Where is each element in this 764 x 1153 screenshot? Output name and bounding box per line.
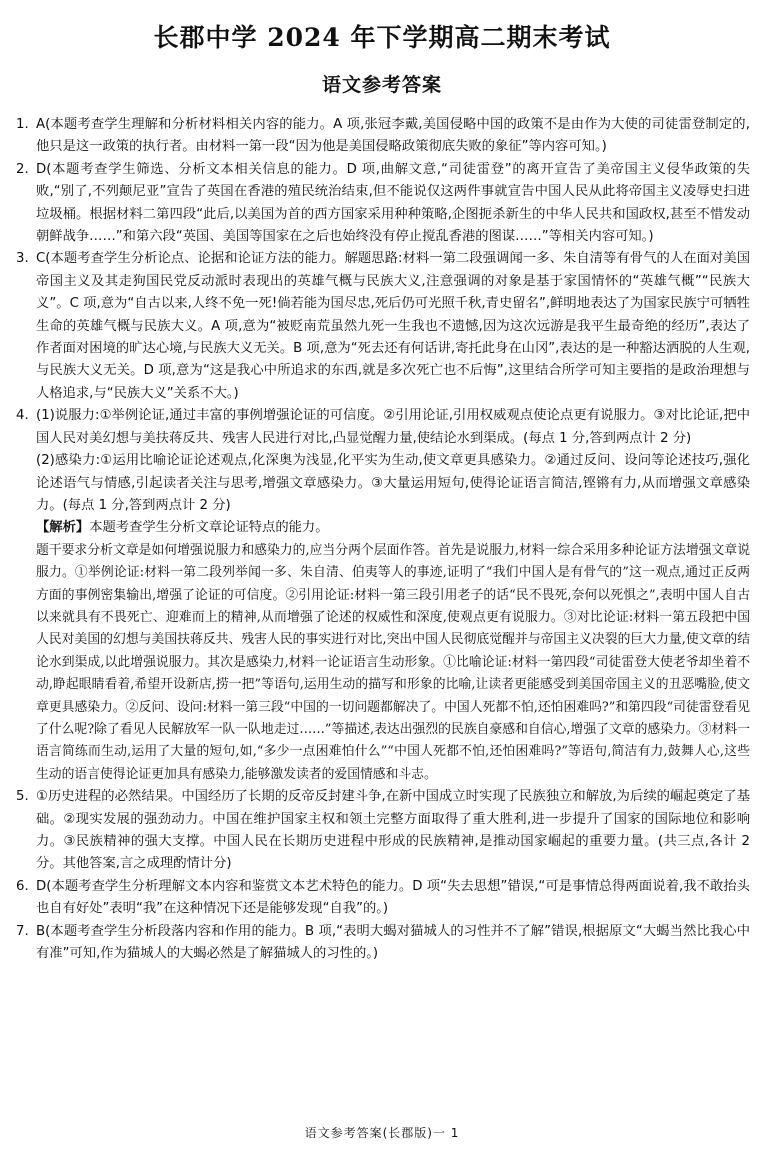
- answer-content: [36, 786, 750, 876]
- answer-item-2: [16, 159, 750, 249]
- question-number: 5.: [16, 789, 29, 805]
- answer-paragraph: A(本题考查学生理解和分析材料相关内容的能力。A 项,张冠李戴,美国侵略中国的政策不是由作为大使的司徒雷登制定的,他只是这一政策的执行者。由材料一第一段“因为他是美国侵略政策彻底失败的象征”等内容可知。): [36, 117, 750, 155]
- analysis-section: [36, 517, 750, 786]
- answer-content: [36, 159, 750, 249]
- page-footer: 语文参考答案(长郡版)一 1: [304, 1126, 460, 1140]
- analysis-text: 题干要求分析文章是如何增强说服力和感染力的,应当分两个层面作答。首先是说服力,材料一综合采用多种论证方法增强文章说服力。①举例论证:材料一第二段列举闻一多、朱自清、伯夷等人的事迹,证明了“我们中国人是有骨气的”这一观点,通过正反两方面的事例密集输出,增强了论证的可信度。②引用论证:材料一第三段引用老子的话“民不畏死,奈何以死惧之”,表明中国人自古以来就具有不畏死亡、迎难而上的精神,从而增强了论述的权威性和深度,使观点更有说服力。③对比论证:材料一第五段把中国人民对美国的幻想与美国扶蒋反共、残害人民的事实进行对比,突出中国人民彻底觉醒并与帝国主义决裂的巨大力量,使文章的结论水到渠成,以此增强说服力。其次是感染力,材料一论证语言生动形象。①比喻论证:材料一第四段“司徒雷登大使老爷却坐着不动,睁起眼睛看着,希望开设新店,捞一把”等语句,运用生动的描写和形象的比喻,让读者更能感受到美国帝国主义的丑恶嘴脸,使文章更具感染力。②反问、设问:材料一第三段“中国的一切问题都解决了。中国人死都不怕,还怕困难吗?”和第四段“司徒雷登看见了什么呢?除了看见人民解放军一队一队地走过……”等描述,表达出强烈的民族自豪感和自信心,增强了文章的感染力。③材料一语言简练而生动,运用了大量的短句,如,“多少一点困难怕什么”“中国人死都不怕,还怕困难吗?”等语句,简洁有力,鼓舞人心,这些生动的语言使得论证更加具有感染力,能够激发读者的爱国情感和斗志。: [36, 542, 750, 782]
- answer-item-4: [16, 405, 750, 517]
- answer-item-5: [16, 786, 750, 876]
- answer-paragraph: D(本题考查学生分析理解文本内容和鉴赏文本艺术特色的能力。D 项“失去思想”错误,“可是事情总得两面说着,我不敢抬头也自有好处”表明“我”在这种情况下还是能够发现“自我”的。): [36, 878, 750, 917]
- question-number: 2.: [16, 161, 29, 177]
- answer-item-7: [16, 921, 750, 966]
- answer-item-3: [16, 248, 750, 405]
- question-number: 7.: [16, 923, 29, 939]
- answers-body: [16, 114, 750, 965]
- answer-paragraph: D(本题考查学生筛选、分析文本相关信息的能力。D 项,曲解文意,“司徒雷登”的离开宣告了美帝国主义侵华政策的失败,“别了,不列颠尼亚”宣告了英国在香港的殖民统治结束,但不能说仅这两件事就宣告中国人民从此将帝国主义凌辱史扫进垃圾桶。根据材料二第四段“此后,以美国为首的西方国家采用种种策略,企图扼杀新生的中华人民共和国政权,甚至不惜发动朝鲜战争……”和第六段“英国、美国等国家在之后也始终没有停止搅乱香港的图谋……”等相关内容可知。): [36, 161, 750, 245]
- question-number: 1.: [16, 117, 29, 132]
- answer-item-1: [16, 114, 750, 159]
- answer-content: [36, 114, 750, 159]
- question-number: 4.: [16, 408, 29, 424]
- answer-content: [36, 876, 750, 921]
- answer-paragraph: (2)感染力:①运用比喻论证论述观点,化深奥为浅显,化平实为生动,使文章更具感染力。②通过反问、设问等论述技巧,强化论述语气与情感,引起读者关注与思考,增强文章感染力。③大量运用短句,使得论证语言简洁,铿锵有力,从而增强文章感染力。(每点 1 分,答到两点计 2 分): [36, 453, 750, 513]
- question-number: 6.: [16, 878, 29, 894]
- answer-content: [36, 921, 750, 966]
- answer-paragraph: B(本题考查学生分析段落内容和作用的能力。B 项,“表明大蝎对猫城人的习性并不了解”错误,根据原文“大蝎当然比我心中有准”可知,作为猫城人的大蝎必然是了解猫城人的习性的。): [36, 923, 750, 962]
- answer-content: [36, 248, 750, 405]
- analysis-label: 【解析】: [36, 520, 90, 536]
- analysis-lead: 本题考查学生分析文章论证特点的能力。: [89, 520, 329, 536]
- answer-paragraph: ①历史进程的必然结果。中国经历了长期的反帝反封建斗争,在新中国成立时实现了民族独立和解放,为后续的崛起奠定了基础。②现实发展的强劲动力。中国在维护国家主权和领土完整方面取得了重大胜利,进一步提升了国家的国际地位和影响力。③民族精神的强大支撑。中国人民在长期历史进程中形成的民族精神,是推动国家崛起的重要力量。(共三点,各计 2 分。其他答案,言之成理酌情计分): [36, 789, 750, 872]
- exam-title: 长郡中学 2024 年下学期高二期末考试: [153, 23, 611, 52]
- question-number: 3.: [16, 251, 29, 267]
- answer-paragraph: C(本题考查学生分析论点、论据和论证方法的能力。解题思路:材料一第二段强调闻一多、朱自清等有骨气的人在面对美国帝国主义及其走狗国民党反动派时表现出的英雄气概与民族大义,注意强调的对象是基于家国情怀的“英雄气概”“民族大义”。C 项,意为“自古以来,人终不免一死!倘若能为国尽忠,死后仍可光照千秋,青史留名”,鲜明地表达了为国家民族宁可牺牲生命的英雄气概与民族大义。A 项,意为“被贬南荒虽然九死一生我也不遗憾,因为这次远游是我平生最奇绝的经历”,表达了作者面对困境的旷达心境,与民族大义无关。B 项,意为“死去还有何话讲,寄托此身在山冈”,表达的是一种豁达洒脱的人生观,与民族大义无关。D 项,意为“这是我心中所追求的东西,就是多次死亡也不后悔”,这里结合所学可知主要指的是政治理想与人格追求,与“民族大义”关系不大。): [36, 251, 750, 401]
- answer-item-6: [16, 876, 750, 921]
- answer-content: [36, 405, 750, 517]
- answer-key-heading: 语文参考答案: [321, 74, 442, 96]
- analysis-heading-line: [36, 517, 750, 539]
- answer-paragraph: (1)说服力:①举例论证,通过丰富的事例增强论证的可信度。②引用论证,引用权威观点使论点更有说服力。③对比论证,把中国人民对美幻想与美扶蒋反共、残害人民进行对比,凸显觉醒力量,使结论水到渠成。(每点 1 分,答到两点计 2 分): [36, 408, 750, 446]
